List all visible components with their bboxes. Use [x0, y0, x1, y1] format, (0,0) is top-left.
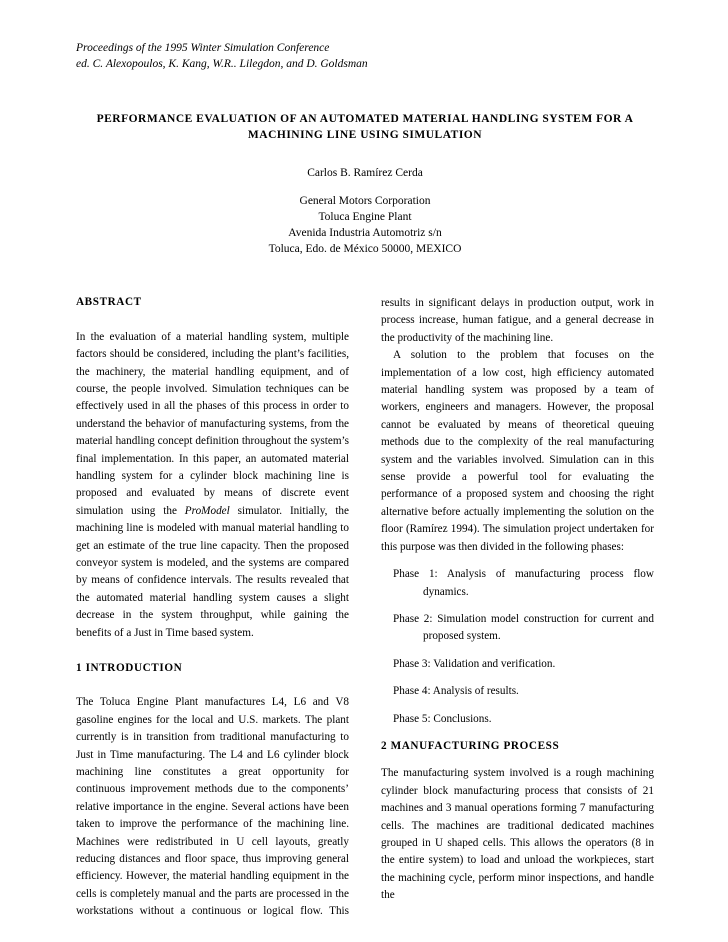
- affiliation-line-3: Avenida Industria Automotriz s/n: [288, 227, 442, 239]
- header-line-1: Proceedings of the 1995 Winter Simulation Conference: [76, 42, 330, 54]
- abstract-text-before: In the evaluation of a material handling system, multiple factors should be considered, including the plant’s facilities, the machinery, the material handling equipment, and of course, the people involved. Simulation techniques can be effectively used in all the phases of this process in order to understand the behavior of manufacturing systems, from the material handling concept definition throughout the system’s final implementation. In this paper, an automated material handling system for a cylinder block machining line is proposed and evaluated by means of discrete event simulation using the: [76, 330, 349, 517]
- manufacturing-heading: 2 MANUFACTURING PROCESS: [381, 739, 560, 752]
- title-line-2: MACHINING LINE USING SIMULATION: [247, 129, 483, 141]
- abstract-text: [76, 329, 349, 642]
- right-column: [381, 295, 654, 905]
- affiliation: [76, 193, 654, 257]
- title-line-1: PERFORMANCE EVALUATION OF AN AUTOMATED MATERIAL HANDLING SYSTEM FOR A: [96, 113, 634, 125]
- author-name: Carlos B. Ramírez Cerda: [307, 167, 423, 179]
- affiliation-line-4: Toluca, Edo. de México 50000, MEXICO: [268, 243, 462, 255]
- introduction-heading: 1 INTRODUCTION: [76, 661, 183, 674]
- header-line-2: ed. C. Alexopoulos, K. Kang, W.R.. Lilegdon, and D. Goldsman: [76, 58, 368, 70]
- paper-title: [76, 111, 654, 143]
- phase-item: Phase 3: Validation and verification.: [393, 657, 556, 670]
- phase-item: Phase 5: Conclusions.: [393, 712, 492, 725]
- affiliation-line-1: General Motors Corporation: [299, 195, 431, 207]
- introduction-paragraph-1: The Toluca Engine Plant manufactures L4, L6 and V8 gasoline engines for the local and U.S. markets. The plant currently is in transition from traditional manufacturing to Just in Time manufacturing. The L4 and L6 cylinder block machining line constitutes a great opportunity for continuous improvement methods due to the components’ relative importance in the engine. Several actions have been taken to improve the performance of the machining line. Machines were redistributed in U cell layouts, greatly reducing distances and floor space, thus improving general efficiency. However, the material handling equipment in the cells is completely manual and the parts are processed in the workstations without a continuous or logical flow. This: [76, 696, 349, 918]
- phase-item: Phase 4: Analysis of results.: [393, 685, 519, 698]
- proceedings-header: [76, 40, 368, 72]
- introduction-paragraph-1-continued: results in significant delays in production output, work in process increase, human fatigue, and a general decrease in the productivity of the machining line.: [381, 297, 654, 344]
- left-column: [76, 294, 349, 921]
- introduction-paragraph-2: A solution to the problem that focuses on the implementation of a low cost, high efficiency automated material handling system was proposed by a team of workers, engineers and managers. However, the proposal cannot be evaluated by means of theoretical queuing methods due to the complexity of the real manufacturing system and the variables involved. Simulation can in this sense provide a powerful tool for evaluating the performance of a proposed system and choosing the right alternative before actually implementing the solution on the floor (Ramírez 1994). The simulation project undertaken for this purpose was then divided in the following phases:: [381, 349, 654, 553]
- abstract-text-after: simulator. Initially, the machining line is modeled with manual material handling to get an estimate of the true line capacity. Then the proposed conveyor system is modeled, and the systems are compared by means of confidence intervals. The results revealed that the automated material handling system causes a slight decrease in the system throughput, while gaining the benefits of a Just in Time based system.: [76, 504, 349, 639]
- abstract-heading: ABSTRACT: [76, 296, 142, 308]
- manufacturing-paragraph-1: The manufacturing system involved is a rough machining cylinder block manufacturing process that consists of 21 machines and 3 manual operations forming 7 manufacturing cells. The machines are traditional dedicated machines grouped in U shaped cells. This allows the operators (8 in the entire system) to load and unload the workpieces, start the machining cycle, perform minor inspections, and handle the: [381, 767, 654, 902]
- affiliation-line-2: Toluca Engine Plant: [318, 211, 412, 223]
- abstract-italic: ProModel: [184, 504, 230, 517]
- phase-item: Phase 1: Analysis of manufacturing process flow dynamics.: [393, 568, 654, 598]
- phase-item: Phase 2: Simulation model construction for current and proposed system.: [393, 612, 654, 643]
